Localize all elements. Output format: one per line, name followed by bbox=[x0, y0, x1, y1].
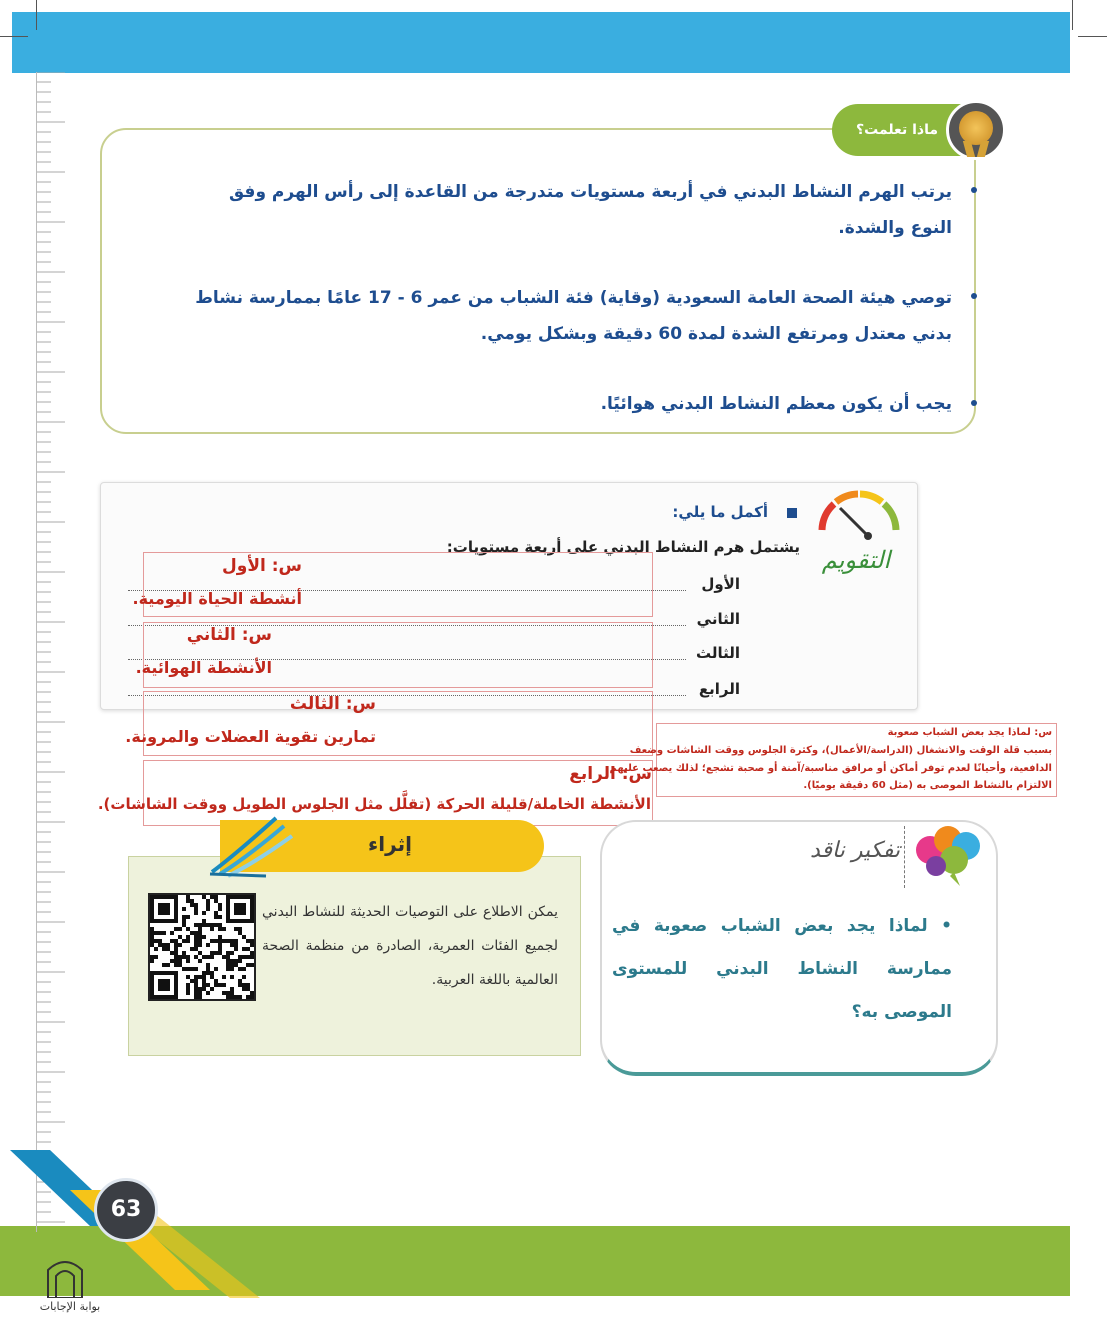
qr-module bbox=[174, 955, 178, 959]
qr-module bbox=[218, 927, 222, 931]
qr-module bbox=[174, 927, 178, 931]
enrichment-tab-label: إثراء bbox=[368, 832, 412, 856]
qr-module bbox=[150, 927, 154, 931]
qr-module bbox=[230, 995, 234, 999]
qr-module bbox=[198, 987, 202, 991]
gauge-icon bbox=[808, 488, 904, 576]
qr-finder bbox=[158, 903, 170, 915]
qr-module bbox=[194, 955, 198, 959]
top-color-band bbox=[12, 12, 1070, 73]
qr-module bbox=[190, 967, 194, 971]
qr-module bbox=[198, 959, 202, 963]
qr-module bbox=[182, 919, 186, 923]
qr-module bbox=[150, 935, 154, 939]
qr-module bbox=[174, 943, 178, 947]
qr-module bbox=[238, 979, 242, 983]
qr-module bbox=[154, 955, 158, 959]
answer-question-1: س: الأول bbox=[222, 556, 302, 576]
qr-module bbox=[182, 967, 186, 971]
answer-text-2: الأنشطة الهوائية. bbox=[135, 658, 272, 677]
footer-logo-label: بوابة الإجابات bbox=[39, 1300, 101, 1313]
qr-module bbox=[218, 943, 222, 947]
qr-module bbox=[202, 911, 206, 915]
qr-module bbox=[250, 991, 254, 995]
bullet-dot bbox=[971, 293, 977, 299]
qr-module bbox=[242, 987, 246, 991]
qr-module bbox=[246, 995, 250, 999]
qr-module bbox=[230, 959, 234, 963]
qr-module bbox=[202, 923, 206, 927]
bullet-dot bbox=[971, 400, 977, 406]
qr-module bbox=[170, 939, 174, 943]
qr-module bbox=[202, 919, 206, 923]
qr-module bbox=[206, 971, 210, 975]
crop-mark bbox=[0, 36, 28, 37]
qr-module bbox=[210, 895, 214, 899]
qr-module bbox=[150, 959, 154, 963]
qr-module bbox=[234, 927, 238, 931]
qr-module bbox=[186, 927, 190, 931]
qr-module bbox=[206, 967, 210, 971]
qr-module bbox=[194, 991, 198, 995]
evaluation-title: أكمل ما يلي: bbox=[672, 503, 768, 521]
qr-module bbox=[182, 951, 186, 955]
qr-module bbox=[218, 923, 222, 927]
qr-module bbox=[194, 947, 198, 951]
qr-module bbox=[206, 963, 210, 967]
ruler-ticks bbox=[37, 72, 97, 1232]
qr-module bbox=[190, 979, 194, 983]
qr-module bbox=[198, 931, 202, 935]
qr-module bbox=[174, 951, 178, 955]
qr-module bbox=[198, 943, 202, 947]
qr-module bbox=[170, 931, 174, 935]
qr-module bbox=[174, 939, 178, 943]
critical-answer-line-3: الدافعية، وأحيانًا لعدم توفر أماكن أو مرافق مناسبة/آمنة أو صحبة تشجع؛ لذلك يصعب عليهم bbox=[609, 763, 1052, 774]
qr-module bbox=[214, 967, 218, 971]
answer-text-4: الأنشطة الخاملة/قليلة الحركة (تقلَّل مثل الجلوس الطويل ووقت الشاشات). bbox=[97, 795, 651, 813]
qr-module bbox=[210, 955, 214, 959]
qr-module bbox=[238, 967, 242, 971]
qr-module bbox=[230, 991, 234, 995]
qr-module bbox=[238, 983, 242, 987]
qr-module bbox=[218, 903, 222, 907]
qr-module bbox=[198, 975, 202, 979]
qr-module bbox=[214, 915, 218, 919]
level-label-3: الثالث bbox=[695, 644, 740, 662]
qr-module bbox=[218, 915, 222, 919]
answer-question-2: س: الثاني bbox=[186, 625, 272, 645]
qr-module bbox=[166, 947, 170, 951]
qr-module bbox=[194, 943, 198, 947]
qr-module bbox=[178, 963, 182, 967]
answer-box-3 bbox=[125, 691, 653, 756]
qr-module bbox=[186, 895, 190, 899]
qr-module bbox=[194, 983, 198, 987]
critical-answer-line-1: س: لماذا يجد بعض الشباب صعوبة bbox=[887, 727, 1052, 738]
qr-module bbox=[198, 995, 202, 999]
qr-module bbox=[190, 903, 194, 907]
qr-module bbox=[154, 939, 158, 943]
learned-bullet-2: توصي هيئة الصحة العامة السعودية (وقاية) فئة الشباب من عمر 6 - 17 عامًا بممارسة نشاط بدني معتدل ومرتفع الشدة لمدة 60 دقيقة وبشكل يومي. bbox=[195, 288, 952, 344]
qr-module bbox=[194, 935, 198, 939]
crop-mark bbox=[1078, 36, 1107, 37]
qr-module bbox=[186, 935, 190, 939]
qr-module bbox=[166, 943, 170, 947]
side-ruler bbox=[36, 72, 87, 1232]
qr-module bbox=[218, 983, 222, 987]
qr-code[interactable] bbox=[148, 893, 256, 1001]
qr-module bbox=[242, 967, 246, 971]
qr-module bbox=[178, 959, 182, 963]
critical-answer-line-2: بسبب قلة الوقت والانشغال (الدراسة/الأعمال)، وكثرة الجلوس ووقت الشاشات وضعف bbox=[629, 745, 1052, 756]
qr-module bbox=[214, 911, 218, 915]
qr-module bbox=[230, 939, 234, 943]
qr-module bbox=[194, 931, 198, 935]
critical-answer-line-4: الالتزام بالنشاط الموصى به (مثل 60 دقيقة يوميًا). bbox=[803, 780, 1052, 791]
qr-module bbox=[186, 899, 190, 903]
qr-module bbox=[238, 931, 242, 935]
qr-module bbox=[186, 991, 190, 995]
qr-module bbox=[210, 951, 214, 955]
qr-module bbox=[194, 911, 198, 915]
qr-module bbox=[194, 987, 198, 991]
qr-module bbox=[230, 943, 234, 947]
qr-module bbox=[230, 963, 234, 967]
qr-module bbox=[182, 923, 186, 927]
qr-module bbox=[230, 975, 234, 979]
qr-module bbox=[154, 947, 158, 951]
qr-module bbox=[214, 939, 218, 943]
qr-module bbox=[174, 959, 178, 963]
qr-module bbox=[250, 963, 254, 967]
qr-module bbox=[246, 955, 250, 959]
qr-module bbox=[194, 903, 198, 907]
qr-module bbox=[182, 907, 186, 911]
qr-module bbox=[202, 971, 206, 975]
qr-module bbox=[154, 931, 158, 935]
critical-thinking-question: • لماذا يجد بعض الشباب صعوبة في ممارسة النشاط البدني للمستوى الموصى به؟ bbox=[612, 916, 952, 1022]
level-label-4: الرابع bbox=[698, 680, 740, 698]
qr-module bbox=[234, 943, 238, 947]
qr-module bbox=[198, 939, 202, 943]
qr-module bbox=[158, 939, 162, 943]
qr-module bbox=[210, 927, 214, 931]
qr-module bbox=[210, 939, 214, 943]
qr-module bbox=[174, 947, 178, 951]
qr-module bbox=[226, 939, 230, 943]
brain-icon bbox=[910, 820, 990, 890]
qr-module bbox=[234, 963, 238, 967]
qr-module bbox=[242, 955, 246, 959]
qr-module bbox=[202, 955, 206, 959]
bullet-dot bbox=[971, 187, 977, 193]
qr-module bbox=[206, 991, 210, 995]
qr-module bbox=[162, 931, 166, 935]
qr-module bbox=[246, 983, 250, 987]
qr-module bbox=[238, 927, 242, 931]
qr-module bbox=[186, 983, 190, 987]
qr-module bbox=[206, 943, 210, 947]
qr-module bbox=[250, 951, 254, 955]
qr-module bbox=[186, 915, 190, 919]
qr-module bbox=[194, 939, 198, 943]
qr-module bbox=[230, 967, 234, 971]
qr-module bbox=[170, 951, 174, 955]
qr-module bbox=[190, 947, 194, 951]
qr-module bbox=[226, 991, 230, 995]
critical-separator bbox=[904, 826, 906, 888]
qr-module bbox=[214, 899, 218, 903]
qr-module bbox=[198, 923, 202, 927]
qr-module bbox=[162, 943, 166, 947]
qr-module bbox=[218, 907, 222, 911]
qr-module bbox=[218, 935, 222, 939]
qr-module bbox=[222, 955, 226, 959]
gauge-label: التقويم bbox=[821, 546, 891, 574]
qr-module bbox=[246, 947, 250, 951]
qr-module bbox=[226, 951, 230, 955]
qr-module bbox=[206, 955, 210, 959]
answer-text-3: تمارين تقوية العضلات والمرونة. bbox=[125, 727, 376, 746]
qr-module bbox=[202, 979, 206, 983]
qr-module bbox=[210, 987, 214, 991]
qr-finder bbox=[158, 979, 170, 991]
qr-module bbox=[198, 951, 202, 955]
qr-module bbox=[182, 955, 186, 959]
qr-finder bbox=[234, 903, 246, 915]
qr-module bbox=[242, 975, 246, 979]
qr-module bbox=[178, 935, 182, 939]
qr-module bbox=[230, 951, 234, 955]
book-icon bbox=[206, 814, 296, 880]
learned-bullet-3: يجب أن يكون معظم النشاط البدني هوائيًا. bbox=[600, 394, 952, 414]
qr-module bbox=[210, 923, 214, 927]
qr-module bbox=[222, 975, 226, 979]
qr-module bbox=[206, 923, 210, 927]
qr-module bbox=[190, 931, 194, 935]
qr-module bbox=[150, 931, 154, 935]
qr-module bbox=[242, 947, 246, 951]
qr-module bbox=[226, 967, 230, 971]
qr-module bbox=[242, 935, 246, 939]
qr-module bbox=[202, 987, 206, 991]
qr-module bbox=[226, 955, 230, 959]
qr-module bbox=[222, 991, 226, 995]
evaluation-question: يشتمل هرم النشاط البدني على أربعة مستويات: bbox=[446, 538, 800, 556]
square-bullet-icon bbox=[787, 508, 797, 518]
qr-module bbox=[186, 967, 190, 971]
qr-module bbox=[170, 959, 174, 963]
answer-text-1: أنشطة الحياة اليومية. bbox=[132, 589, 302, 608]
qr-module bbox=[158, 943, 162, 947]
qr-module bbox=[202, 895, 206, 899]
qr-module bbox=[194, 923, 198, 927]
answer-question-4: س: الرابع bbox=[569, 764, 652, 784]
enrichment-text: يمكن الاطلاع على التوصيات الحديثة للنشاط البدني لجميع الفئات العمرية، الصادرة من منظمة الصحة العالمية باللغة العربية. bbox=[262, 904, 558, 988]
qr-module bbox=[234, 995, 238, 999]
qr-module bbox=[186, 959, 190, 963]
qr-module bbox=[214, 923, 218, 927]
qr-module bbox=[194, 975, 198, 979]
qr-module bbox=[198, 935, 202, 939]
crop-mark bbox=[36, 0, 37, 30]
qr-module bbox=[186, 975, 190, 979]
qr-module bbox=[206, 903, 210, 907]
qr-module bbox=[210, 971, 214, 975]
page-number: 63 bbox=[94, 1178, 158, 1242]
qr-module bbox=[206, 907, 210, 911]
qr-module bbox=[178, 955, 182, 959]
qr-module bbox=[250, 943, 254, 947]
qr-module bbox=[206, 899, 210, 903]
qr-module bbox=[222, 983, 226, 987]
qr-module bbox=[150, 955, 154, 959]
medal-icon bbox=[946, 100, 1006, 160]
qr-module bbox=[158, 931, 162, 935]
qr-module bbox=[250, 939, 254, 943]
qr-module bbox=[198, 991, 202, 995]
qr-module bbox=[214, 895, 218, 899]
qr-module bbox=[178, 943, 182, 947]
learned-bullet-1: يرتب الهرم النشاط البدني في أربعة مستويات متدرجة من القاعدة إلى رأس الهرم وفق النوع والشدة. bbox=[228, 182, 952, 238]
answer-question-3: س: الثالث bbox=[289, 694, 376, 714]
qr-module bbox=[206, 983, 210, 987]
qr-module bbox=[250, 995, 254, 999]
qr-module bbox=[202, 935, 206, 939]
qr-module bbox=[202, 983, 206, 987]
qr-module bbox=[218, 947, 222, 951]
qr-module bbox=[186, 987, 190, 991]
qr-module bbox=[234, 959, 238, 963]
qr-module bbox=[186, 939, 190, 943]
qr-module bbox=[150, 943, 154, 947]
qr-module bbox=[214, 951, 218, 955]
qr-module bbox=[246, 987, 250, 991]
qr-module bbox=[230, 987, 234, 991]
qr-module bbox=[242, 983, 246, 987]
qr-module bbox=[174, 963, 178, 967]
level-label-1: الأول bbox=[701, 575, 740, 593]
qr-module bbox=[190, 899, 194, 903]
qr-module bbox=[198, 927, 202, 931]
qr-module bbox=[210, 975, 214, 979]
qr-module bbox=[214, 983, 218, 987]
qr-module bbox=[246, 963, 250, 967]
critical-thinking-title: تفكير ناقد bbox=[809, 838, 900, 863]
qr-module bbox=[226, 963, 230, 967]
qr-module bbox=[222, 927, 226, 931]
qr-module bbox=[218, 939, 222, 943]
qr-module bbox=[246, 939, 250, 943]
qr-module bbox=[194, 979, 198, 983]
qr-module bbox=[234, 947, 238, 951]
qr-module bbox=[150, 939, 154, 943]
qr-module bbox=[178, 927, 182, 931]
qr-module bbox=[182, 915, 186, 919]
qr-module bbox=[194, 967, 198, 971]
qr-module bbox=[238, 995, 242, 999]
qr-module bbox=[186, 955, 190, 959]
qr-module bbox=[202, 975, 206, 979]
qr-code-pattern bbox=[150, 895, 254, 999]
qr-module bbox=[226, 959, 230, 963]
level-label-2: الثاني bbox=[696, 610, 740, 628]
qr-module bbox=[238, 955, 242, 959]
learned-tab: ماذا تعلمت؟ bbox=[832, 104, 972, 156]
qr-module bbox=[194, 907, 198, 911]
qr-module bbox=[218, 951, 222, 955]
qr-module bbox=[226, 995, 230, 999]
qr-module bbox=[194, 995, 198, 999]
qr-module bbox=[162, 963, 166, 967]
qr-module bbox=[166, 963, 170, 967]
qr-module bbox=[222, 939, 226, 943]
crop-mark bbox=[1072, 0, 1073, 30]
qr-module bbox=[250, 955, 254, 959]
qr-module bbox=[238, 959, 242, 963]
qr-module bbox=[182, 939, 186, 943]
qr-module bbox=[162, 947, 166, 951]
qr-module bbox=[214, 979, 218, 983]
gate-logo-icon bbox=[44, 1254, 86, 1298]
qr-module bbox=[234, 939, 238, 943]
